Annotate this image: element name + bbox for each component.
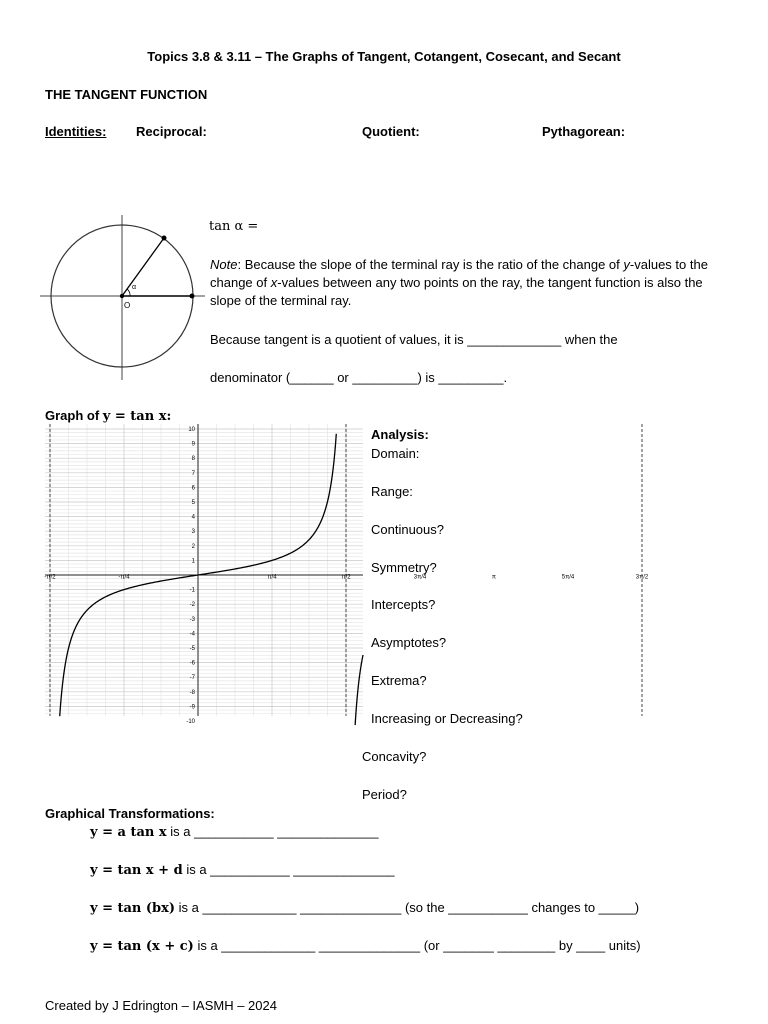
transformation-horizontal-stretch: y = tan (bx) is a _____________ ______________ (so the ___________ changes to _____) <box>90 900 640 916</box>
analysis-concavity: Concavity? <box>362 749 427 764</box>
x-tick-label: π/4 <box>267 574 277 581</box>
analysis-continuous: Continuous? <box>371 522 444 537</box>
transformation-vertical-shift: y = tan x + d is a ___________ ______________ <box>90 862 395 878</box>
analysis-increasing-decreasing: Increasing or Decreasing? <box>371 711 523 726</box>
graph-title: Graph of y = tan x: <box>45 408 172 424</box>
footer: Created by J Edrington – IASMH – 2024 <box>45 998 277 1013</box>
y-tick-label: 1 <box>191 558 195 565</box>
y-tick-label: 8 <box>191 456 195 463</box>
pythagorean-label: Pythagorean: <box>542 124 626 139</box>
quotient-line: Because tangent is a quotient of values, it is _____________ when the <box>210 332 618 347</box>
origin-point <box>120 294 124 298</box>
analysis-range: Range: <box>371 484 413 499</box>
transformations-heading: Graphical Transformations: <box>45 806 215 821</box>
y-tick-label: 9 <box>191 441 195 448</box>
analysis-domain: Domain: <box>371 446 420 461</box>
quotient-label: Quotient: <box>362 124 420 139</box>
x-tick-label: -π/4 <box>118 574 130 581</box>
grid-major <box>45 424 363 716</box>
y-tick-label: -7 <box>189 675 195 682</box>
y-tick-label: 4 <box>191 514 195 521</box>
x-tick-label: π <box>491 574 497 581</box>
unit-circle-diagram <box>40 212 210 382</box>
analysis-asymptotes: Asymptotes? <box>371 635 447 650</box>
angle-arc <box>127 289 130 296</box>
x-tick-label: -π/2 <box>44 574 56 581</box>
y-tick-label: -10 <box>186 719 195 725</box>
origin-label: O <box>124 301 131 310</box>
transformation-vertical-stretch: y = a tan x is a ___________ ______________ <box>90 824 379 840</box>
tan-definition: tan α = <box>209 219 259 234</box>
grid-minor <box>45 424 363 716</box>
y-tick-label: 3 <box>191 529 195 536</box>
tangent-branch <box>355 655 363 725</box>
terminal-ray <box>122 238 164 296</box>
transformation-horizontal-shift: y = tan (x + c) is a _____________ ______________ (or _______ ________ by ____ units) <box>90 938 641 954</box>
y-tick-label: -8 <box>189 689 195 696</box>
y-tick-label: -2 <box>189 602 195 609</box>
analysis-intercepts: Intercepts? <box>371 597 436 612</box>
y-tick-label: 2 <box>191 543 195 550</box>
page-title: Topics 3.8 & 3.11 – The Graphs of Tangent, Cotangent, Cosecant, and Secant <box>147 49 621 64</box>
x-tick-label: π/2 <box>341 574 351 581</box>
x-tick-label: 3π/2 <box>635 574 649 581</box>
y-tick-label: 5 <box>191 500 195 506</box>
initial-point <box>190 294 195 299</box>
y-tick-label: -3 <box>189 616 195 623</box>
y-tick-label: 10 <box>188 427 195 433</box>
y-tick-label: -4 <box>189 631 195 638</box>
analysis-extrema: Extrema? <box>371 673 427 688</box>
terminal-point <box>162 236 167 241</box>
y-tick-label: -5 <box>189 646 195 652</box>
x-tick-label: 3π/4 <box>413 574 427 581</box>
note-paragraph: Note: Because the slope of the terminal ray is the ratio of the change of y-values to the change of x-values between any two points on the ray, the tangent function is also the slope of the terminal ray. <box>210 257 708 308</box>
y-tick-label: 7 <box>191 470 195 477</box>
analysis-heading: Analysis: <box>371 427 429 442</box>
analysis-period: Period? <box>362 787 407 802</box>
y-tick-label: -1 <box>189 587 195 594</box>
asymptotes <box>0 424 642 716</box>
section-heading: THE TANGENT FUNCTION <box>45 87 208 102</box>
y-tick-label: -9 <box>189 704 195 711</box>
analysis-symmetry: Symmetry? <box>371 560 437 575</box>
y-tick-label: 6 <box>191 485 195 492</box>
reciprocal-label: Reciprocal: <box>136 124 207 139</box>
angle-label: α <box>132 284 137 291</box>
note-label: Note <box>210 257 238 272</box>
x-tick-label: 5π/4 <box>561 574 575 581</box>
y-tick-label: -6 <box>189 660 195 667</box>
identities-label: Identities: <box>45 124 107 139</box>
denominator-line: denominator (______ or _________) is _________. <box>210 370 508 385</box>
